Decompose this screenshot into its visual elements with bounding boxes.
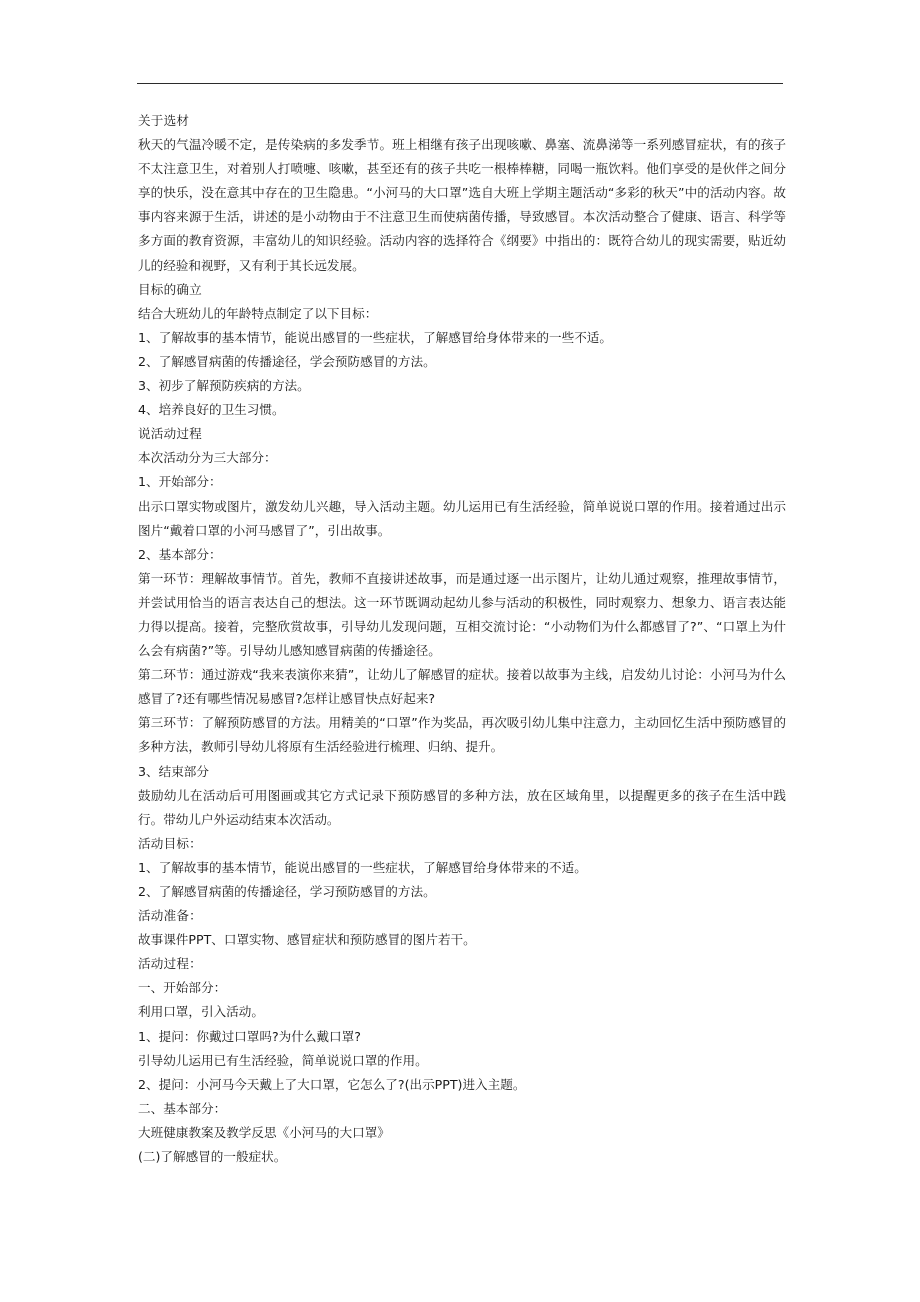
process-part-1-title: 1、开始部分： <box>138 474 222 490</box>
activity-guide-1: 引导幼儿运用已有生活经验，简单说说口罩的作用。 <box>138 1052 428 1068</box>
process-part-1-text: 出示口罩实物或图片，激发幼儿兴趣，导入活动主题。幼儿运用已有生活经验，简单说说口罩的作用。接着通过出示图片“戴着口罩的小河马感冒了”，引出故事。 <box>138 498 786 538</box>
process-step-1-text: 第一环节：理解故事情节。首先，教师不直接讲述故事，而是通过逐一出示图片，让幼儿通过观察，推理故事情节，并尝试用恰当的语言表达自己的想法。这一环节既调动起幼儿参与活动的积极性，同时观察力、想象力、语言表达能力得以提高。接着，完整欣赏故事，引导幼儿发现问题，互相交流讨论：“小动物们为什么都感冒了?”、“口罩上为什么会有病菌?”等。引导幼儿感知感冒病菌的传播途径。 <box>138 570 786 659</box>
section-heading-goals: 目标的确立 <box>138 281 202 297</box>
paragraph-goals-intro: 结合大班幼儿的年龄特点制定了以下目标： <box>138 305 378 321</box>
document-subtitle: 大班健康教案及教学反思《小河马的大口罩》 <box>138 1124 390 1140</box>
goal-item-1: 1、了解故事的基本情节，能说出感冒的一些症状，了解感冒给身体带来的一些不适。 <box>138 329 612 345</box>
activity-goals-heading: 活动目标： <box>138 835 202 851</box>
activity-question-2: 2、提问：小河马今天戴上了大口罩，它怎么了?(出示PPT)进入主题。 <box>138 1076 526 1092</box>
process-part-2-title: 2、基本部分： <box>138 546 222 562</box>
process-step-2-text: 第二环节：通过游戏“我来表演你来猜”，让幼儿了解感冒的症状。接着以故事为主线，启发幼儿讨论：小河马为什么感冒了?还有哪些情况易感冒?怎样让感冒快点好起来? <box>138 667 786 707</box>
section-heading-material: 关于选材 <box>138 113 190 128</box>
activity-symptoms-step: (二)了解感冒的一般症状。 <box>138 1149 287 1165</box>
activity-part-2-title: 二、基本部分： <box>138 1100 227 1116</box>
activity-goal-2: 2、了解感冒病菌的传播途径，学习预防感冒的方法。 <box>138 884 436 899</box>
process-part-3-title: 3、结束部分 <box>138 763 209 779</box>
goal-item-4: 4、培养良好的卫生习惯。 <box>138 402 285 418</box>
activity-part-1-title: 一、开始部分： <box>138 980 227 996</box>
activity-process-heading: 活动过程： <box>138 956 202 972</box>
process-part-3-text: 鼓励幼儿在活动后可用图画或其它方式记录下预防感冒的多种方法，放在区域角里，以提醒更多的孩子在生活中践行。带幼儿户外运动结束本次活动。 <box>138 787 786 827</box>
activity-goal-1: 1、了解故事的基本情节，能说出感冒的一些症状，了解感冒给身体带来的不适。 <box>138 859 587 875</box>
document-body <box>138 109 786 1169</box>
paragraph-material-intro: 秋天的气温冷暖不定，是传染病的多发季节。班上相继有孩子出现咳嗽、鼻塞、流鼻涕等一系列感冒症状，有的孩子不太注意卫生，对着别人打喷嚏、咳嗽，甚至还有的孩子共吃一根棒棒糖，同喝一瓶饮料。他们享受的是伙伴之间分享的快乐，没在意其中存在的卫生隐患。“小河马的大口罩”选自大班上学期主题活动“多彩的秋天”中的活动内容。故事内容来源于生活，讲述的是小动物由于不注意卫生而使病菌传播，导致感冒。本次活动整合了健康、语言、科学等多方面的教育资源，丰富幼儿的知识经验。活动内容的选择符合《纲要》中指出的：既符合幼儿的现实需要，贴近幼儿的经验和视野，又有利于其长远发展。 <box>138 137 786 273</box>
activity-question-1: 1、提问：你戴过口罩吗?为什么戴口罩? <box>138 1028 361 1044</box>
activity-part-1-intro: 利用口罩，引入活动。 <box>138 1004 264 1020</box>
paragraph-process-intro: 本次活动分为三大部分： <box>138 450 277 466</box>
activity-prep-text: 故事课件PPT、口罩实物、感冒症状和预防感冒的图片若干。 <box>138 932 476 948</box>
activity-prep-heading: 活动准备： <box>138 908 202 924</box>
goal-item-2: 2、了解感冒病菌的传播途径，学会预防感冒的方法。 <box>138 353 436 369</box>
section-heading-process: 说活动过程 <box>138 426 202 442</box>
process-step-3-text: 第三环节：了解预防感冒的方法。用精美的“口罩”作为奖品，再次吸引幼儿集中注意力，主动回忆生活中预防感冒的多种方法，教师引导幼儿将原有生活经验进行梳理、归纳、提升。 <box>138 715 786 755</box>
header-rule <box>137 83 783 84</box>
goal-item-3: 3、初步了解预防疾病的方法。 <box>138 378 310 394</box>
